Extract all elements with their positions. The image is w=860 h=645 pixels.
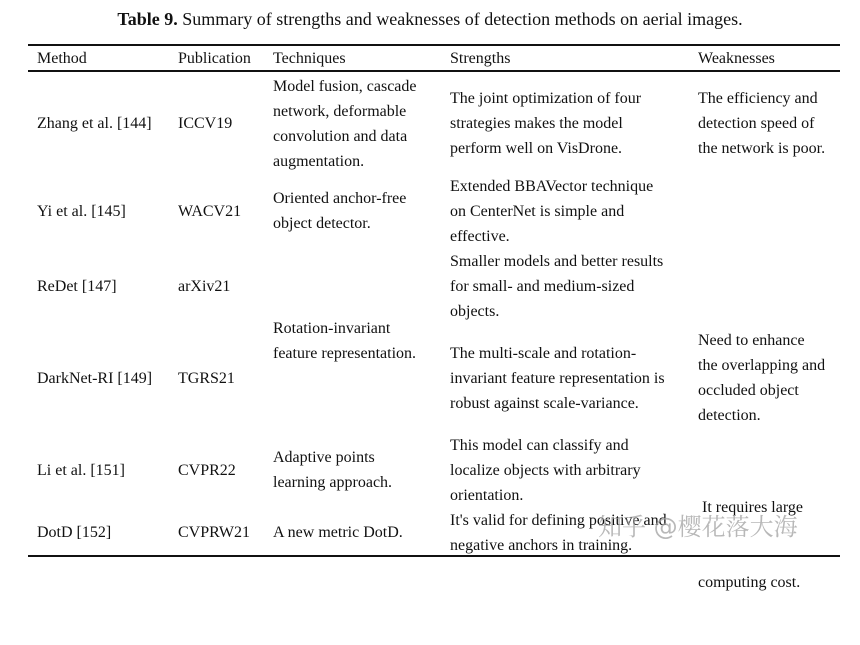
strengths-cell: Smaller models and better results for small- and medium-sized objects. <box>450 253 664 320</box>
publication-cell: ICCV19 <box>178 115 233 132</box>
top-rule <box>28 44 840 46</box>
techniques-cell: Model fusion, cascade network, deformable convolution and data augmentation. <box>273 78 417 170</box>
techniques-cell: Rotation-invariant feature representation. <box>273 320 417 362</box>
method-cell: Zhang et al. [144] <box>37 115 152 132</box>
publication-cell: CVPR22 <box>178 462 236 479</box>
techniques-cell: Oriented anchor-free object detector. <box>273 190 407 232</box>
strengths-cell: The multi-scale and rotation- invariant feature representation is robust against scale-variance. <box>450 345 665 412</box>
strengths-cell: Extended BBAVector technique on CenterNet is simple and effective. <box>450 178 654 245</box>
header-weaknesses: Weaknesses <box>698 50 775 67</box>
header-publication: Publication <box>178 50 251 67</box>
watermark: 知乎 @樱花落大海 <box>598 513 798 541</box>
weaknesses-cell: The efficiency and detection speed of the network is poor. <box>698 90 826 157</box>
weaknesses-cell: It requires large computing cost. <box>698 499 803 591</box>
caption-text: Summary of strengths and weaknesses of detection methods on aerial images. <box>177 9 743 29</box>
method-cell: Yi et al. [145] <box>37 203 126 220</box>
weaknesses-cell: Need to enhance the overlapping and occluded object detection. <box>698 332 826 424</box>
table-caption <box>0 8 860 30</box>
publication-cell: arXiv21 <box>178 278 231 295</box>
method-cell: DotD [152] <box>37 524 112 541</box>
publication-cell: CVPRW21 <box>178 524 251 541</box>
techniques-cell: Adaptive points learning approach. <box>273 449 393 491</box>
publication-cell: TGRS21 <box>178 370 235 387</box>
header-method: Method <box>37 50 87 67</box>
method-cell: DarkNet-RI [149] <box>37 370 153 387</box>
method-cell: ReDet [147] <box>37 278 117 295</box>
techniques-cell: A new metric DotD. <box>273 524 403 541</box>
method-cell: Li et al. [151] <box>37 462 125 479</box>
table-label: Table 9. <box>117 9 178 29</box>
strengths-cell: The joint optimization of four strategies makes the model perform well on VisDrone. <box>450 90 642 157</box>
header-rule <box>28 70 840 72</box>
strengths-cell: It's valid for defining positive and negative anchors in training. <box>450 512 667 554</box>
publication-cell: WACV21 <box>178 203 242 220</box>
header-techniques: Techniques <box>273 50 346 67</box>
strengths-cell: This model can classify and localize objects with arbitrary orientation. <box>450 437 641 504</box>
header-strengths: Strengths <box>450 50 511 67</box>
